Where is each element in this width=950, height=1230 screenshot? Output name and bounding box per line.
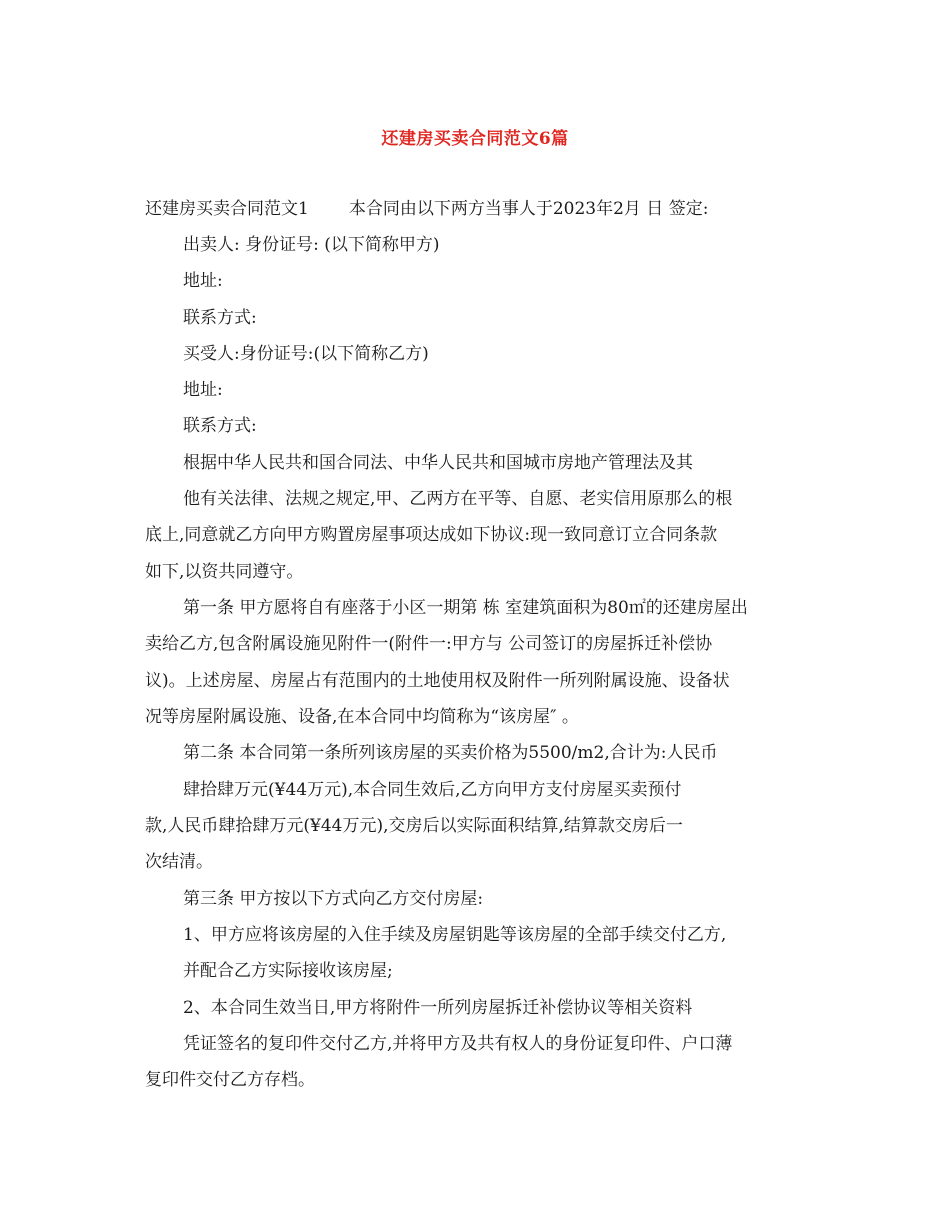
seller-address-line: 地址: bbox=[183, 271, 223, 291]
heading-label: 还建房买卖合同范文1 bbox=[145, 199, 309, 219]
heading-intro: 本合同由以下两方当事人于2023年2月 日 签定: bbox=[348, 199, 709, 219]
article-2-line: 第二条 本合同第一条所列该房屋的买卖价格为5500/m2,合计为:人民币 bbox=[183, 743, 718, 763]
article-2-line: 肆拾肆万元(¥44万元),本合同生效后,乙方向甲方支付房屋买卖预付 bbox=[183, 780, 682, 800]
paragraph-line: 底上,同意就乙方向甲方购置房屋事项达成如下协议:现一致同意订立合同条款 bbox=[145, 525, 718, 545]
article-1-line: 第一条 甲方愿将自有座落于小区一期第 栋 室建筑面积为80㎡的还建房屋出 bbox=[183, 598, 748, 618]
article-3-line: 并配合乙方实际接收该房屋; bbox=[183, 961, 393, 981]
article-3-line: 2、本合同生效当日,甲方将附件一所列房屋拆迁补偿协议等相关资料 bbox=[183, 998, 693, 1018]
document-title: 还建房买卖合同范文6篇 bbox=[381, 129, 569, 149]
paragraph-line: 他有关法律、法规之规定,甲、乙两方在平等、自愿、老实信用原那么的根 bbox=[183, 489, 733, 509]
article-3-line: 复印件交付乙方存档。 bbox=[145, 1070, 315, 1090]
article-1-line: 况等房屋附属设施、设备,在本合同中均简称为“该房屋″ 。 bbox=[145, 707, 579, 727]
buyer-line: 买受人:身份证号:(以下简称乙方) bbox=[183, 344, 429, 364]
article-1-line: 议)。上述房屋、房屋占有范围内的土地使用权及附件一所列附属设施、设备状 bbox=[145, 671, 730, 691]
paragraph-line: 根据中华人民共和国合同法、中华人民共和国城市房地产管理法及其 bbox=[183, 453, 693, 473]
article-3-line: 第三条 甲方按以下方式向乙方交付房屋: bbox=[183, 889, 484, 909]
seller-line: 出卖人: 身份证号: (以下简称甲方) bbox=[183, 235, 440, 255]
article-3-line: 1、甲方应将该房屋的入住手续及房屋钥匙等该房屋的全部手续交付乙方, bbox=[183, 925, 727, 945]
heading-line bbox=[145, 198, 708, 220]
buyer-contact-line: 联系方式: bbox=[183, 416, 257, 436]
seller-contact-line: 联系方式: bbox=[183, 308, 257, 328]
paragraph-line: 如下,以资共同遵守。 bbox=[145, 562, 304, 582]
article-2-line: 款,人民币肆拾肆万元(¥44万元),交房后以实际面积结算,结算款交房后一 bbox=[145, 816, 683, 836]
article-3-line: 凭证签名的复印件交付乙方,并将甲方及共有权人的身份证复印件、户口薄 bbox=[183, 1034, 733, 1054]
buyer-address-line: 地址: bbox=[183, 380, 223, 400]
article-2-line: 次结清。 bbox=[145, 852, 213, 872]
article-1-line: 卖给乙方,包含附属设施见附件一(附件一:甲方与 公司签订的房屋拆迁补偿协 bbox=[145, 634, 713, 654]
